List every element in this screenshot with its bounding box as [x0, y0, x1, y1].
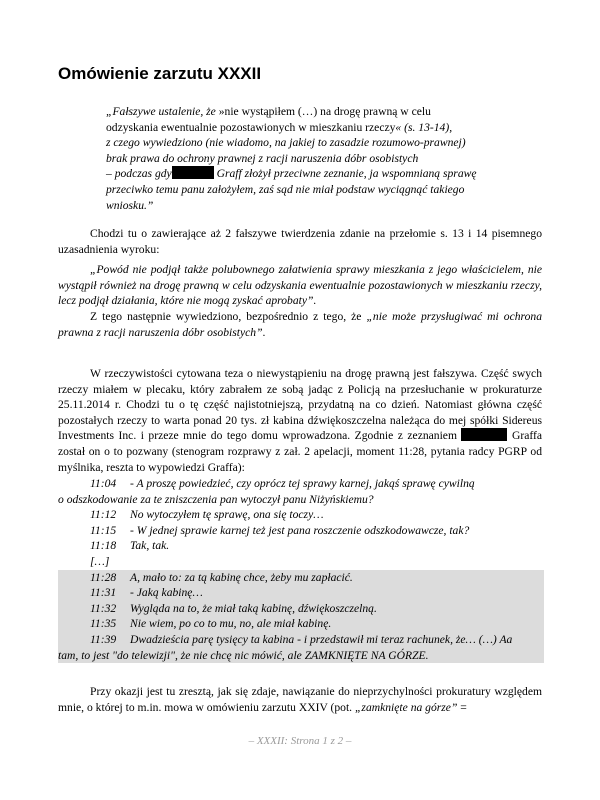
quote-line: [106, 104, 494, 120]
transcript-text: No wytoczyłem tę sprawę, ona się toczy…: [130, 508, 324, 522]
transcript-row: [58, 476, 544, 492]
quote-line: wniosku.”: [106, 198, 154, 212]
paragraph-intro: Chodzi tu o zawierające aż 2 fałszywe twierdzenia zdanie na przełomie s. 13 i 14 pisemnego uzasadnienia wyroku:: [58, 227, 542, 256]
transcript-continuation: tam, to jest "do telewizji", że nie chcę nic mówić, ale ZAMKNIĘTE NA GÓRZE.: [58, 648, 429, 662]
page-title: Omówienie zarzutu XXXII: [58, 64, 262, 83]
paragraph-text: .: [262, 325, 266, 339]
quote-line: [106, 120, 494, 136]
transcript-row: [58, 585, 544, 601]
transcript-text: - Jaką kabinę…: [130, 586, 203, 600]
transcript-text: - W jednej sprawie karnej też jest pana roszczenie odszkodowawcze, tak?: [130, 523, 470, 537]
transcript-row: [58, 523, 544, 539]
verdict-quote: „Powód nie podjął także polubownego załatwienia sprawy mieszkania z jego właścicielem, nie wystąpił również na drogę prawną w celu odzyskania ewentualnie pozostawionych w mieszkaniu rzeczy, lecz podjął działania, które nie mogą zyskać aprobaty”.: [58, 263, 542, 308]
highlighted-excerpt: [58, 570, 544, 664]
paragraph-text: Z tego następnie wywiedziono, bezpośrednio z tego, że: [90, 310, 367, 323]
timestamp: 11:28: [90, 570, 117, 584]
ellipsis-marker: […]: [90, 554, 110, 568]
transcript-text: Wygląda na to, że miał taką kabinę, dźwiękoszczelną.: [130, 601, 377, 615]
quote-text: »nie wystąpiłem (…) na drogę prawną w celu: [218, 105, 431, 118]
quote-line: z czego wywiedziono (nie wiadomo, na jakiej to zasadzie rozumowo-prawnej): [106, 136, 466, 150]
transcript-text: Nie wiem, po co to mu, no, ale miał kabinę.: [130, 617, 332, 631]
opening-quote: [106, 104, 494, 213]
timestamp: 11:15: [90, 523, 117, 537]
transcript-row: [58, 616, 544, 632]
paragraph-facts: [58, 366, 542, 475]
paragraph-closing: [58, 684, 542, 715]
timestamp: 11:31: [90, 586, 117, 600]
quote-text: – podczas gdy: [106, 167, 172, 181]
page-footer: – XXXII: Strona 1 z 2 –: [248, 735, 352, 747]
redaction-bar: [461, 428, 507, 441]
timestamp: 11:12: [90, 508, 117, 522]
quote-text: « (s. 13-14),: [395, 120, 453, 134]
quote-text: „Fałszywe ustalenie, że: [106, 105, 219, 118]
paragraph-text: Przy okazji jest tu zresztą, jak się zdaje, nawiązanie do nieprzychylności prokuratury względem mnie, o której to m.in. mowa w omówieniu zarzutu XXIV (pot.: [58, 685, 542, 714]
transcript: [58, 476, 544, 663]
quote-line: [106, 166, 494, 182]
transcript-row: [58, 554, 544, 570]
redaction-bar: [172, 166, 214, 179]
paragraph-quote: „zamknięte na górze”: [354, 700, 458, 714]
quote-line: przeciwko temu panu założyłem, zaś sąd nie miał podstaw wyciągnąć takiego: [106, 182, 465, 196]
quote-text: Graff złożył przeciwne zeznanie, ja wspomnianą sprawę: [213, 167, 477, 181]
timestamp: 11:32: [90, 601, 117, 615]
paragraph-conclusion: [58, 309, 542, 340]
transcript-row: [58, 632, 544, 648]
transcript-text: Tak, tak.: [130, 539, 170, 553]
transcript-continuation: o odszkodowanie za te zniszczenia pan wytoczył panu Niżyńskiemu?: [58, 492, 374, 506]
quote-text: odzyskania ewentualnie pozostawionych w mieszkaniu rzeczy: [106, 120, 396, 134]
paragraph-text: Graffa został on o to pozwany (stenogram rozprawy z zał. 2 apelacji, moment 11:28, pytania radcy PGRP od myślnika, reszta to wypowiedzi Graffa):: [58, 429, 542, 474]
paragraph-text: W rzeczywistości cytowana teza o niewystąpieniu na drogę prawną jest fałszywa. Część swych rzeczy miałem w plecaku, który zabrałem ze sobą jadąc z Policją na przesłuchanie w prokuraturze 25.11.2014 r. Chodzi tu o tę część najistotniejszą, przydatną na co dzień. Natomiast główna część pozostałych rzeczy to warta ponad 20 tys. zł kabina dźwiękoszczelna należąca do mej spółki Sidereus Investments Inc. i przeze mnie do tego domu wprowadzona. Zgodnie z zeznaniem: [58, 367, 542, 443]
timestamp: 11:04: [90, 477, 117, 490]
timestamp: 11:39: [90, 632, 117, 646]
timestamp: 11:35: [90, 617, 117, 631]
transcript-row: [58, 538, 544, 554]
quote-line: brak prawa do ochrony prawnej z racji naruszenia dóbr osobistych: [106, 151, 419, 165]
timestamp: 11:18: [90, 539, 117, 553]
paragraph-text: =: [457, 700, 467, 714]
transcript-text: A, mało to: za tą kabinę chce, żeby mu zapłacić.: [130, 570, 353, 584]
transcript-row: [58, 507, 544, 523]
transcript-text: - A proszę powiedzieć, czy oprócz tej sprawy karnej, jakąś sprawę cywilną: [130, 477, 475, 490]
transcript-text: Dwadzieścia parę tysięcy ta kabina - i przedstawił mi teraz rachunek, że… (…) Aa: [130, 632, 513, 646]
transcript-row: [58, 570, 544, 586]
paragraph-quote: „nie może przysługiwać mi ochrona prawna z racji naruszenia dóbr osobistych”: [58, 310, 543, 339]
transcript-row: [58, 601, 544, 617]
